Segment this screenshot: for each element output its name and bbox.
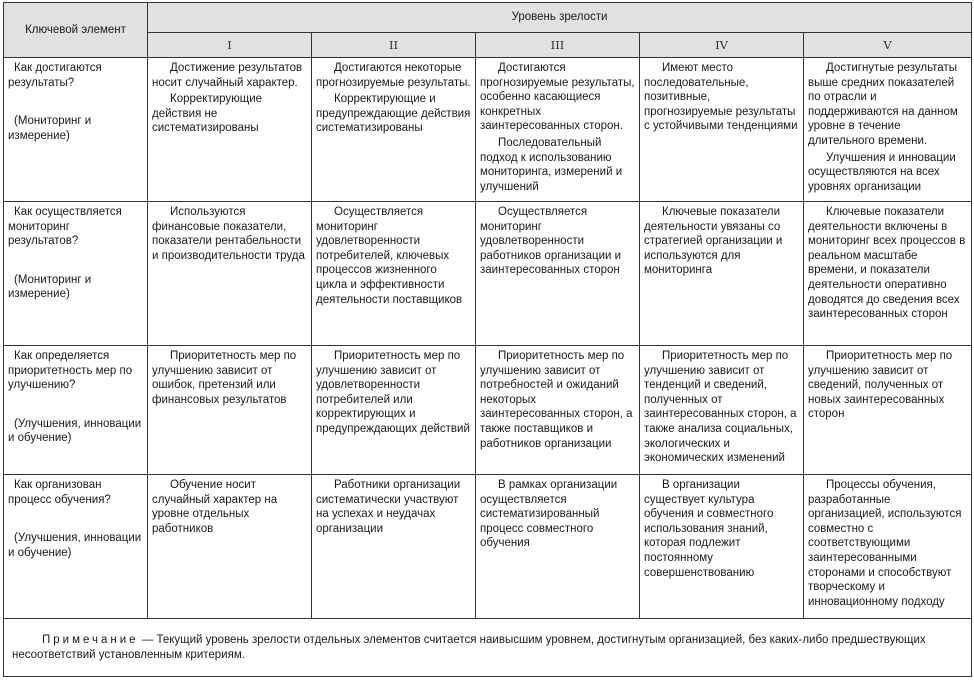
key-element-cell	[4, 202, 148, 346]
cell-text: Осуществляется мониторинг удовлетворенности потребителей, ключевых процессов жизненного цикла и эффективности деятельности поставщиков	[316, 206, 463, 306]
level-3-cell	[476, 346, 640, 475]
cell-text: Достигнутые результаты выше средних показателей по отрасли и поддерживаются на данном уровне в течение длительного времени.	[808, 62, 958, 147]
cell-text: Корректирующие действия не систематизированы	[152, 93, 263, 135]
cell-text: Достигаются прогнозируемые результаты, особенно касающиеся конкретных заинтересованных сторон.	[480, 62, 635, 133]
cell-text: В организации существует культура обучения и совместного использования знаний, которая подлежит постоянному совершенствованию	[644, 479, 774, 579]
key-element-cell	[4, 475, 148, 619]
level-1-cell	[148, 58, 312, 202]
level-3-cell	[476, 475, 640, 619]
key-group: (Улучшения, инновации и обучение)	[8, 417, 142, 445]
cell-text: Корректирующие и предупреждающие действия систематизированы	[316, 93, 471, 135]
level-1-cell	[148, 346, 312, 475]
cell-text: Приоритетность мер по улучшению зависит от потребностей и ожиданий некоторых заинтересованных сторон, а также поставщиков и работников организации	[480, 350, 633, 450]
header-level-4: IV	[640, 33, 804, 58]
level-1-cell	[148, 202, 312, 346]
key-element-cell	[4, 58, 148, 202]
cell-text: Используются финансовые показатели, показатели рентабельности и производительности труда	[152, 206, 305, 262]
level-2-cell	[312, 202, 476, 346]
key-group: (Мониторинг и измерение)	[8, 115, 92, 142]
cell-text: Достигаются некоторые прогнозируемые результаты.	[316, 62, 471, 89]
cell-text: Ключевые показатели деятельности увязаны со стратегией организации и используются для мониторинга	[644, 206, 783, 277]
key-question: Как достигаются результаты?	[8, 62, 102, 89]
key-question: Как определяется приоритетность мер по улучшению?	[8, 350, 133, 392]
key-question: Как организован процесс обучения?	[8, 479, 111, 506]
cell-text: Работники организации систематически участвуют на успехах и неудачах организации	[316, 479, 461, 535]
level-2-cell	[312, 475, 476, 619]
cell-text: Имеют место последовательные, позитивные, прогнозируемые результаты с устойчивыми тенденциями	[644, 62, 798, 133]
level-3-cell	[476, 202, 640, 346]
level-4-cell	[640, 202, 804, 346]
cell-text: Приоритетность мер по улучшению зависит от тенденций и сведений, полученных от заинтересованных сторон, а также анализа социальных, экологических и экономических изменений	[644, 350, 797, 465]
key-element-cell	[4, 346, 148, 475]
table-row	[4, 58, 972, 202]
note-row	[4, 619, 972, 677]
cell-text: Приоритетность мер по улучшению зависит от удовлетворенности потребителей или корректирующих и предупреждающих действий	[316, 350, 470, 435]
level-2-cell	[312, 346, 476, 475]
table-row	[4, 475, 972, 619]
cell-text: Осуществляется мониторинг удовлетворенности работников организации и заинтересованных сторон	[480, 206, 622, 277]
key-question: Как осуществляется мониторинг результатов?	[8, 206, 122, 248]
header-maturity-level: Уровень зрелости	[148, 3, 972, 33]
cell-text: Ключевые показатели деятельности включены в мониторинг всех процессов в реальном масштабе времени, и показатели деятельности оперативно доводятся до сведения всех заинтересованных сторон	[808, 206, 966, 321]
level-5-cell	[804, 202, 972, 346]
cell-text: В рамках организации осуществляется систематизированный процесс совместного обучения	[480, 479, 618, 550]
header-level-3: III	[476, 33, 640, 58]
note-label: Примечание	[42, 633, 139, 646]
key-group: (Улучшения, инновации и обучение)	[8, 532, 142, 559]
level-1-cell	[148, 475, 312, 619]
header-key-element: Ключевой элемент	[4, 3, 148, 58]
cell-text: Достижение результатов носит случайный характер.	[152, 62, 303, 89]
level-2-cell	[312, 58, 476, 202]
level-3-cell	[476, 58, 640, 202]
level-5-cell	[804, 346, 972, 475]
cell-text: Приоритетность мер по улучшению зависит от сведений, полученных от новых заинтересованных сторон	[808, 350, 953, 421]
note-text: — Текущий уровень зрелости отдельных элементов считается наивысшим уровнем, достигнутым организацией, без каких-либо предшествующих несоответствий установленным критериям.	[12, 633, 926, 661]
level-4-cell	[640, 58, 804, 202]
header-level-5: V	[804, 33, 972, 58]
level-4-cell	[640, 475, 804, 619]
table-row	[4, 346, 972, 475]
level-4-cell	[640, 346, 804, 475]
cell-text: Процессы обучения, разработанные организацией, используются совместно с соответствующими заинтересованными сторонами и способствуют творческому и инновационному подходу	[808, 479, 962, 608]
level-5-cell	[804, 58, 972, 202]
cell-text: Приоритетность мер по улучшению зависит от ошибок, претензий или финансовых результатов	[152, 350, 297, 406]
cell-text: Последовательный подход к использованию мониторинга, измерений и улучшений	[480, 136, 623, 193]
key-group: (Мониторинг и измерение)	[8, 273, 92, 301]
table-row	[4, 202, 972, 346]
level-5-cell	[804, 475, 972, 619]
cell-text: Улучшения и инновации осуществляются на всех уровнях организации	[808, 151, 956, 193]
table-note	[4, 619, 972, 677]
header-level-1: I	[148, 33, 312, 58]
maturity-table	[3, 2, 972, 677]
header-level-2: II	[312, 33, 476, 58]
cell-text: Обучение носит случайный характер на уровне отдельных работников	[152, 479, 278, 535]
